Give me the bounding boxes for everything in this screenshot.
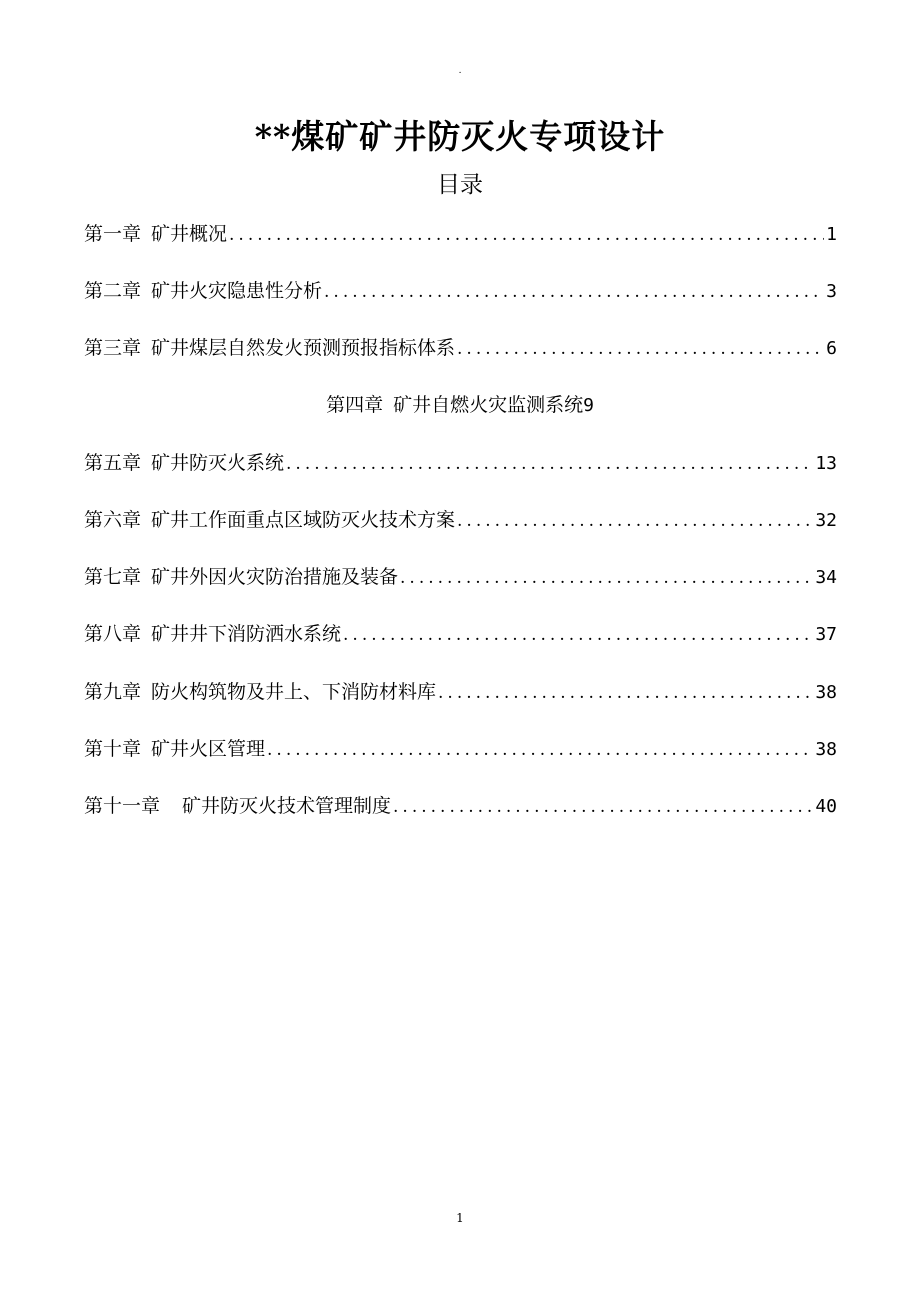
toc-page-number: 38 <box>815 739 837 760</box>
toc-page-number: 1 <box>826 224 837 245</box>
toc-chapter-number: 第十章 <box>84 738 142 760</box>
toc-entry-chapter-2[interactable] <box>84 278 837 304</box>
toc-chapter-number: 第二章 <box>84 280 142 302</box>
toc-chapter-title: 矿井外因火灾防治措施及装备 <box>151 566 399 588</box>
toc-page-number: 3 <box>826 281 837 302</box>
toc-entry-chapter-9[interactable] <box>84 679 837 705</box>
toc-dot-leader <box>229 222 824 248</box>
toc-chapter-title: 防火构筑物及井上、下消防材料库 <box>151 681 437 703</box>
toc-page-number: 32 <box>815 510 837 531</box>
toc-chapter-number: 第四章 <box>326 394 384 416</box>
toc-dot-leader <box>438 680 813 706</box>
toc-chapter-title: 矿井防灭火系统 <box>151 452 285 474</box>
toc-dot-leader <box>400 565 813 591</box>
toc-chapter-number: 第六章 <box>84 509 142 531</box>
toc-entry-chapter-10[interactable] <box>84 736 837 762</box>
toc-chapter-title: 矿井自燃火灾监测系统 <box>393 394 584 416</box>
toc-chapter-title: 矿井工作面重点区域防灭火技术方案 <box>151 509 456 531</box>
toc-chapter-number: 第七章 <box>84 566 142 588</box>
toc-chapter-title: 矿井火区管理 <box>151 738 266 760</box>
toc-dot-leader <box>393 794 813 820</box>
toc-chapter-title: 矿井井下消防洒水系统 <box>151 623 342 645</box>
toc-chapter-number: 第一章 <box>84 223 142 245</box>
toc-dot-leader <box>457 336 824 362</box>
toc-chapter-title: 矿井煤层自然发火预测预报指标体系 <box>151 337 456 359</box>
document-title: **煤矿矿井防灭火专项设计 <box>254 117 666 156</box>
toc-chapter-title: 矿井概况 <box>151 223 228 245</box>
toc-entry-chapter-1[interactable] <box>84 221 837 247</box>
footer-page-number: 1 <box>456 1211 464 1225</box>
toc-chapter-number: 第八章 <box>84 623 142 645</box>
toc-chapter-number: 第三章 <box>84 337 142 359</box>
toc-chapter-number: 第九章 <box>84 681 142 703</box>
toc-chapter-number: 第五章 <box>84 452 142 474</box>
toc-dot-leader <box>286 451 813 477</box>
toc-page-number: 13 <box>815 453 837 474</box>
toc-dot-leader <box>343 622 813 648</box>
toc-entry-chapter-6[interactable] <box>84 507 837 533</box>
toc-entry-chapter-5[interactable] <box>84 450 837 476</box>
toc-chapter-title: 矿井火灾隐患性分析 <box>151 280 323 302</box>
toc-entry-chapter-4[interactable] <box>0 392 920 418</box>
toc-dot-leader <box>324 279 824 305</box>
toc-dot-leader <box>267 737 813 763</box>
toc-page-number: 34 <box>815 567 837 588</box>
toc-chapter-title: 矿井防灭火技术管理制度 <box>182 795 392 817</box>
toc-entry-chapter-3[interactable] <box>84 335 837 361</box>
toc-heading: 目录 <box>437 172 483 198</box>
header-mark: . <box>458 66 462 76</box>
toc-chapter-number: 第十一章 <box>84 795 161 817</box>
toc-entry-chapter-8[interactable] <box>84 621 837 647</box>
toc-page-number: 40 <box>815 796 837 817</box>
toc-page-number: 37 <box>815 624 837 645</box>
toc-page-number: 9 <box>583 395 594 416</box>
toc-page-number: 6 <box>826 338 837 359</box>
toc-page-number: 38 <box>815 682 837 703</box>
toc-entry-chapter-7[interactable] <box>84 564 837 590</box>
toc-dot-leader <box>457 508 813 534</box>
toc-entry-chapter-11[interactable] <box>84 793 837 819</box>
